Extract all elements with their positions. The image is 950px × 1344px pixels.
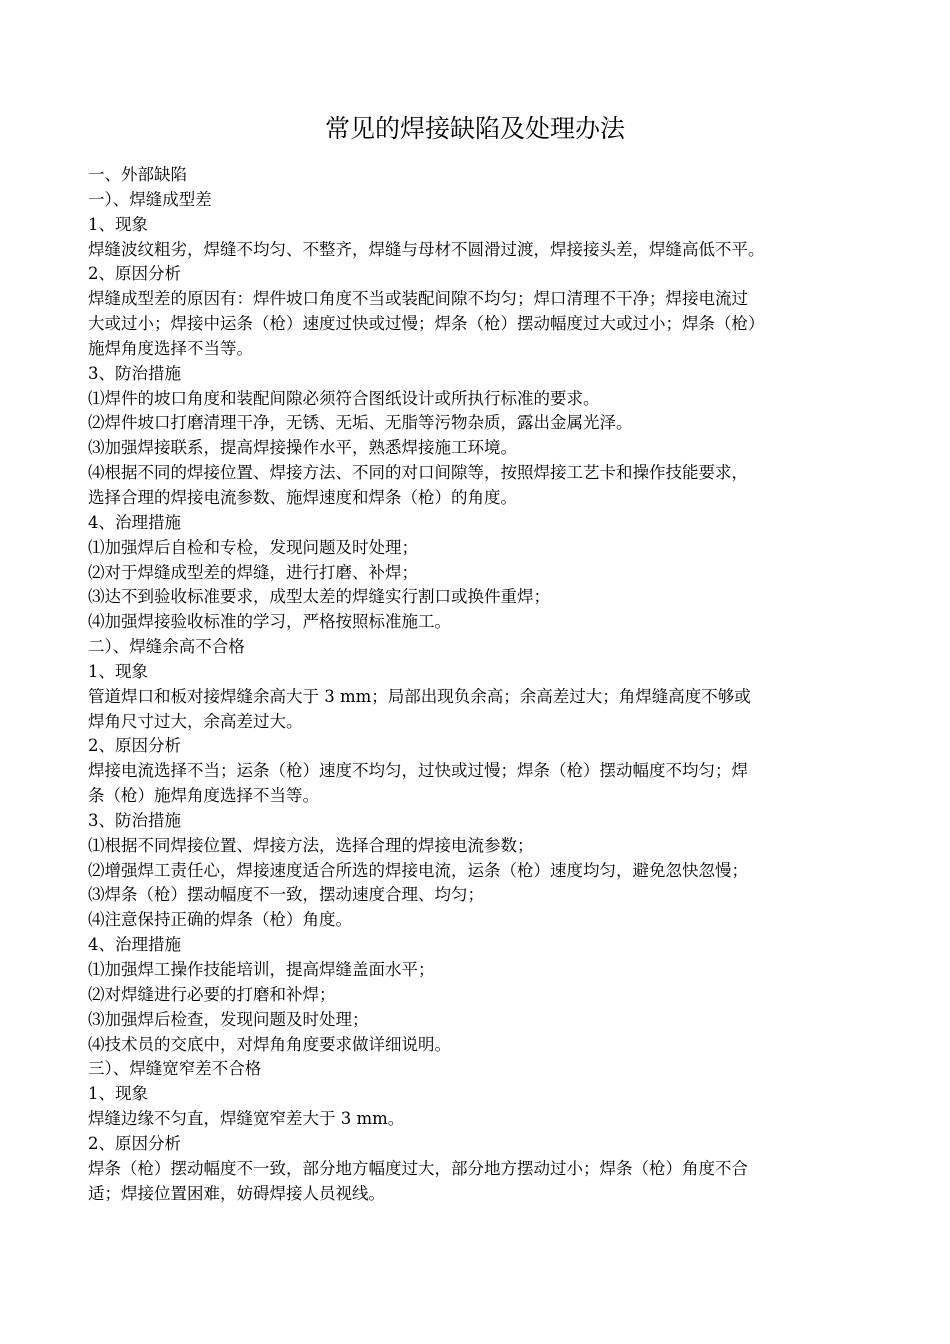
text-line: ⑶焊条（枪）摆动幅度不一致，摆动速度合理、均匀；: [88, 885, 484, 905]
text-line: 焊缝边缘不匀直，焊缝宽窄差大于 3 mm。: [88, 1109, 405, 1129]
text-line: ⑴焊件的坡口角度和装配间隙必须符合图纸设计或所执行标准的要求。: [88, 388, 600, 408]
text-line: ⑷技术员的交底中，对焊角角度要求做详细说明。: [88, 1034, 451, 1054]
text-line: 适；焊接位置困难，妨碍焊接人员视线。: [88, 1183, 385, 1203]
text-line: ⑶加强焊后检查，发现问题及时处理；: [88, 1009, 369, 1029]
text-line: 1、现象: [88, 1084, 148, 1104]
text-line: 一）、焊缝成型差: [88, 189, 212, 209]
text-line: ⑴加强焊后自检和专检，发现问题及时处理；: [88, 537, 418, 557]
document-title: 常见的焊接缺陷及处理办法: [324, 114, 625, 143]
text-line: 条（枪）施焊角度选择不当等。: [88, 786, 319, 806]
text-line: 1、现象: [88, 214, 148, 234]
text-line: 施焊角度选择不当等。: [88, 338, 253, 358]
text-line: ⑴加强焊工操作技能培训，提高焊缝盖面水平；: [88, 960, 435, 979]
text-line: 一、外部缺陷: [88, 165, 187, 184]
text-line: 大或过小；焊接中运条（枪）速度过快或过慢；焊条（枪）摆动幅度过大或过小；焊条（枪）: [88, 314, 765, 334]
text-line: ⑷注意保持正确的焊条（枪）角度。: [88, 910, 352, 930]
text-line: 4、治理措施: [88, 512, 181, 532]
text-line: 3、防治措施: [88, 810, 181, 830]
text-line: 三）、焊缝宽窄差不合格: [88, 1059, 262, 1079]
text-line: 焊接电流选择不当；运条（枪）速度不均匀，过快或过慢；焊条（枪）摆动幅度不均匀；焊: [88, 761, 748, 781]
text-line: ⑵增强焊工责任心，焊接速度适合所选的焊接电流，运条（枪）速度均匀，避免忽快忽慢；: [88, 860, 748, 880]
text-line: ⑶达不到验收标准要求，成型太差的焊缝实行割口或换件重焊；: [88, 587, 550, 607]
text-line: 选择合理的焊接电流参数、施焊速度和焊条（枪）的角度。: [88, 487, 517, 507]
document-body: [88, 163, 868, 1206]
text-line: 焊角尺寸过大，余高差过大。: [88, 711, 303, 731]
text-line: 2、原因分析: [88, 736, 181, 756]
text-line: ⑷根据不同的焊接位置、焊接方法、不同的对口间隙等，按照焊接工艺卡和操作技能要求，: [88, 463, 748, 483]
text-line: ⑶加强焊接联系，提高焊接操作水平，熟悉焊接施工环境。: [88, 438, 517, 458]
text-line: ⑵对焊缝进行必要的打磨和补焊；: [88, 984, 336, 1004]
text-line: 1、现象: [88, 661, 148, 681]
text-line: 焊缝成型差的原因有：焊件坡口角度不当或装配间隙不均匀；焊口清理不干净；焊接电流过: [88, 289, 748, 309]
text-line: 2、原因分析: [88, 264, 181, 284]
text-line: ⑵焊件坡口打磨清理干净，无锈、无垢、无脂等污物杂质，露出金属光泽。: [88, 413, 633, 433]
text-line: 焊缝波纹粗劣，焊缝不均匀、不整齐，焊缝与母材不圆滑过渡，焊接接头差，焊缝高低不平。: [88, 239, 765, 259]
text-line: 2、原因分析: [88, 1133, 181, 1153]
text-line: 二）、焊缝余高不合格: [88, 637, 245, 657]
text-line: ⑷加强焊接验收标准的学习，严格按照标准施工。: [88, 612, 451, 632]
text-line: ⑵对于焊缝成型差的焊缝，进行打磨、补焊；: [88, 562, 418, 582]
text-line: 3、防治措施: [88, 363, 181, 383]
text-line: ⑴根据不同焊接位置、焊接方法，选择合理的焊接电流参数；: [88, 835, 534, 855]
text-line: 焊条（枪）摆动幅度不一致，部分地方幅度过大，部分地方摆动过小；焊条（枪）角度不合: [88, 1158, 748, 1178]
text-line: 4、治理措施: [88, 935, 181, 955]
text-line: 管道焊口和板对接焊缝余高大于 3 mm；局部出现负余高；余高差过大；角焊缝高度不够或: [88, 686, 751, 706]
